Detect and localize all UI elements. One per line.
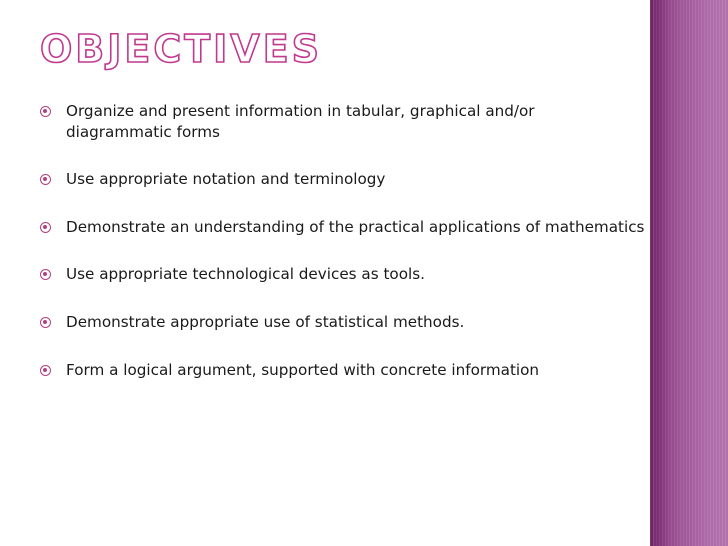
list-item-text: Form a logical argument, supported with concrete information bbox=[66, 361, 540, 379]
list-item bbox=[40, 312, 645, 333]
slide-title: OBJECTIVES bbox=[40, 27, 323, 71]
list-item-text: Organize and present information in tabular, graphical and/or diagrammatic forms bbox=[66, 102, 535, 141]
list-item-text: Use appropriate technological devices as tools. bbox=[66, 265, 425, 283]
list-item bbox=[40, 264, 645, 285]
circle-bullet-icon bbox=[40, 174, 51, 185]
list-item-text: Use appropriate notation and terminology bbox=[66, 170, 386, 188]
circle-bullet-icon bbox=[40, 269, 51, 280]
decorative-side-stripe bbox=[650, 0, 728, 546]
list-item bbox=[40, 101, 645, 143]
circle-bullet-icon bbox=[40, 365, 51, 376]
list-item bbox=[40, 169, 645, 190]
circle-bullet-icon bbox=[40, 317, 51, 328]
objectives-list bbox=[40, 101, 645, 408]
list-item-text: Demonstrate an understanding of the practical applications of mathematics bbox=[66, 218, 645, 236]
circle-bullet-icon bbox=[40, 222, 51, 233]
list-item bbox=[40, 360, 645, 381]
list-item-text: Demonstrate appropriate use of statistical methods. bbox=[66, 313, 465, 331]
circle-bullet-icon bbox=[40, 106, 51, 117]
list-item bbox=[40, 217, 645, 238]
